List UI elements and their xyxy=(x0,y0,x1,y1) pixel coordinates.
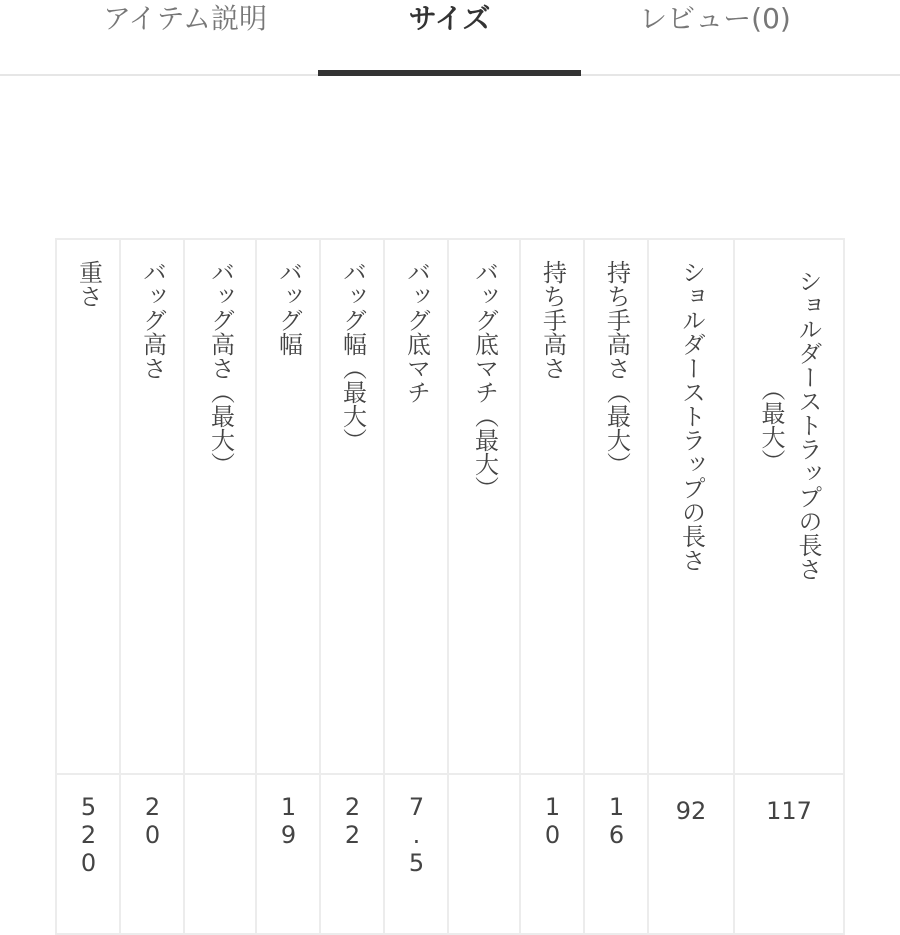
header-bag-gusset xyxy=(384,239,448,774)
header-bag-gusset-label: バッグ底マチ xyxy=(402,260,431,404)
value-handle-height xyxy=(520,774,584,934)
size-table xyxy=(55,238,845,935)
value-bag-height-max xyxy=(184,774,256,934)
header-weight xyxy=(56,239,120,774)
active-tab-indicator xyxy=(318,70,581,76)
value-strap-length xyxy=(648,774,734,934)
header-weight-label: 重さ xyxy=(74,260,103,308)
value-bag-height xyxy=(120,774,184,934)
header-strap-length xyxy=(648,239,734,774)
header-bag-width-max xyxy=(320,239,384,774)
header-bag-width-max-label: バッグ幅（最大） xyxy=(338,260,367,452)
header-handle-height xyxy=(520,239,584,774)
header-strap-length-label: ショルダーストラップの長さ xyxy=(677,260,706,572)
header-handle-height-max xyxy=(584,239,648,774)
value-bag-width-max xyxy=(320,774,384,934)
header-bag-height-max-label: バッグ高さ（最大） xyxy=(206,260,235,476)
size-table-header-row xyxy=(56,239,844,774)
header-handle-height-label: 持ち手高さ xyxy=(538,260,567,380)
value-handle-height-max xyxy=(584,774,648,934)
value-bag-width-max-text: 22 xyxy=(338,793,367,849)
header-bag-gusset-max xyxy=(448,239,520,774)
value-bag-width-text: 19 xyxy=(274,793,303,849)
value-bag-gusset xyxy=(384,774,448,934)
tab-review[interactable]: レビュー(0) xyxy=(639,2,791,35)
value-bag-height-text: 20 xyxy=(138,793,167,849)
value-bag-width xyxy=(256,774,320,934)
tab-bar xyxy=(0,0,900,76)
size-table-value-row xyxy=(56,774,844,934)
value-handle-height-max-text: 16 xyxy=(602,793,631,849)
header-bag-height-max xyxy=(184,239,256,774)
value-handle-height-text: 10 xyxy=(538,793,567,849)
value-bag-gusset-max xyxy=(448,774,520,934)
header-handle-height-max-label: 持ち手高さ（最大） xyxy=(602,260,631,476)
header-bag-height-label: バッグ高さ xyxy=(138,260,167,380)
value-strap-length-text: 92 xyxy=(675,797,707,825)
value-bag-gusset-text: 7.5 xyxy=(402,793,431,877)
header-bag-width xyxy=(256,239,320,774)
value-weight xyxy=(56,774,120,934)
header-bag-width-label: バッグ幅 xyxy=(274,260,303,356)
header-bag-height xyxy=(120,239,184,774)
tab-size[interactable]: サイズ xyxy=(408,2,491,35)
tab-item-description[interactable]: アイテム説明 xyxy=(102,2,268,35)
value-strap-length-max xyxy=(734,774,844,934)
value-weight-text: 520 xyxy=(74,793,103,877)
header-strap-length-max xyxy=(734,239,844,774)
header-bag-gusset-max-label: バッグ底マチ（最大） xyxy=(470,260,499,500)
header-strap-length-max-label: ショルダーストラップの長さ（最大） xyxy=(757,269,822,581)
value-strap-length-max-text: 117 xyxy=(766,797,812,825)
